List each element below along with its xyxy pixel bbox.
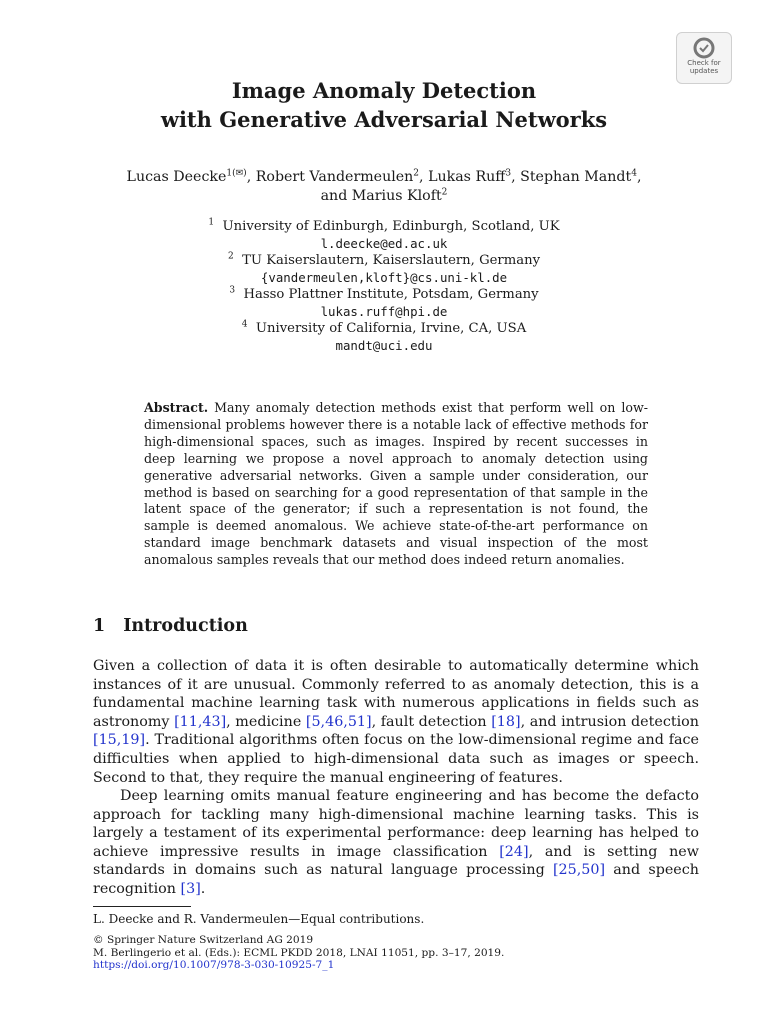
footnote-rule (93, 906, 191, 907)
paragraph-text: Given a collection of data it is often desirable to automatically determine which instances of it are unusual. Commonly referred to as anomaly detection, this is a fundamental machine learning task with numerous applications in fields such as astronomy (93, 658, 699, 730)
doi-link[interactable]: https://doi.org/10.1007/978-3-030-10925-7_1 (93, 959, 335, 972)
citation-link[interactable]: [24] (499, 843, 529, 860)
affiliation (0, 252, 768, 269)
affiliation (0, 218, 768, 235)
paper-title (0, 76, 768, 134)
paragraph-text: Deep learning omits manual feature engineering and has become the defacto approach for tackling many high-dimensional machine learning tasks. This is largely a testament of its experimental performance: deep learning has helped to achieve impressive results in image classification (93, 788, 699, 860)
intro-paragraph-2 (93, 787, 699, 899)
paragraph-text: and speech recognition (93, 862, 699, 897)
abstract-text: Many anomaly detection methods exist that perform well on low-dimensional problems however there is a notable lack of effective methods for high-dimensional spaces, such as images. Inspired by recent successes in deep learning we propose a novel approach to anomaly detection using generative adversarial networks. Given a sample under consideration, our method is based on searching for a good representation of that sample in the latent space of the generator; if such a representation is not found, the sample is deemed anomalous. We achieve state-of-the-art performance on standard image benchmark datasets and visual inspection of the most anomalous samples reveals that our method does indeed return anomalies. (144, 400, 648, 568)
copyright-line: © Springer Nature Switzerland AG 2019 (93, 934, 314, 946)
author-list (0, 168, 768, 206)
author-line-1: Lucas Deecke$^{1(✉)}$, Robert Vandermeulen$^2$, Lukas Ruff$^3$, Stephan Mandt$^4$, (126, 168, 642, 185)
paragraph-text: , medicine (226, 713, 306, 730)
affiliation (0, 320, 768, 337)
author-name: and Marius Kloft (320, 188, 442, 204)
affiliation-email: {vandermeulen,kloft}@cs.uni-kl.de (260, 270, 508, 285)
affiliation (0, 286, 768, 303)
paragraph-text: , fault detection (371, 713, 492, 730)
author-affil: 2 (413, 168, 420, 179)
affiliation-number: 3 (229, 285, 236, 296)
citation-link[interactable]: [25,50] (552, 862, 606, 879)
citation-line: M. Berlingerio et al. (Eds.): ECML PKDD 2018, LNAI 11051, pp. 3–17, 2019. (93, 946, 505, 959)
paragraph-text: . (200, 880, 206, 897)
badge-line-2: updates (689, 67, 719, 75)
badge-line-1: Check for (687, 59, 721, 67)
author-affil: 3 (505, 168, 512, 179)
intro-paragraph-1 (93, 657, 699, 787)
footnote: L. Deecke and R. Vandermeulen—Equal contributions. (93, 912, 425, 926)
check-for-updates-icon (693, 37, 715, 59)
citation-link[interactable]: [18] (491, 713, 521, 730)
author-line-2 (0, 187, 768, 206)
affiliation-list (0, 218, 768, 354)
author-name: Stephan Mandt (520, 169, 632, 185)
paragraph-text: , and is setting new standards in domains such as natural language processing (93, 843, 699, 879)
paragraph-text: , and intrusion detection (520, 713, 699, 730)
affiliation-number: 1 (208, 217, 215, 228)
author-affil: 4 (631, 168, 637, 179)
affiliation-name: University of Edinburgh, Edinburgh, Scotland, UK (222, 219, 560, 234)
affiliation-email: l.deecke@ed.ac.uk (320, 236, 448, 251)
paragraph-text: . Traditional algorithms often focus on the low-dimensional regime and face difficulties when applied to high-dimensional data such as images or speech. Second to that, they require the manual engineering of features. (93, 732, 699, 786)
title-line-2: with Generative Adversarial Networks (160, 107, 608, 132)
affiliation-name: Hasso Plattner Institute, Potsdam, Germany (243, 287, 539, 302)
author-name: Lucas Deecke (126, 169, 227, 185)
author-name: Robert Vandermeulen (255, 169, 414, 185)
citation-link[interactable]: [15,19] (93, 732, 146, 749)
author-affil: 2 (441, 187, 448, 198)
affiliation-number: 2 (227, 251, 234, 262)
abstract (144, 400, 648, 569)
citation-link[interactable]: [3] (180, 880, 201, 897)
affiliation-number: 4 (241, 319, 248, 330)
affiliation-email: mandt@uci.edu (335, 338, 433, 353)
affiliation-email: lukas.ruff@hpi.de (320, 304, 448, 319)
section-title: Introduction (123, 616, 248, 636)
author-name: Lukas Ruff (428, 169, 506, 185)
section-heading (93, 616, 248, 636)
citation-link[interactable]: [11,43] (174, 713, 227, 730)
author-affil: 1(✉) (226, 168, 247, 179)
publication-info (93, 934, 504, 972)
affiliation-name: TU Kaiserslautern, Kaiserslautern, Germany (242, 253, 541, 268)
section-number: 1 (93, 616, 106, 636)
affiliation-name: University of California, Irvine, CA, USA (255, 321, 527, 336)
citation-link[interactable]: [5,46,51] (305, 713, 372, 730)
abstract-label: Abstract. (144, 400, 209, 415)
title-line-1: Image Anomaly Detection (231, 78, 537, 103)
